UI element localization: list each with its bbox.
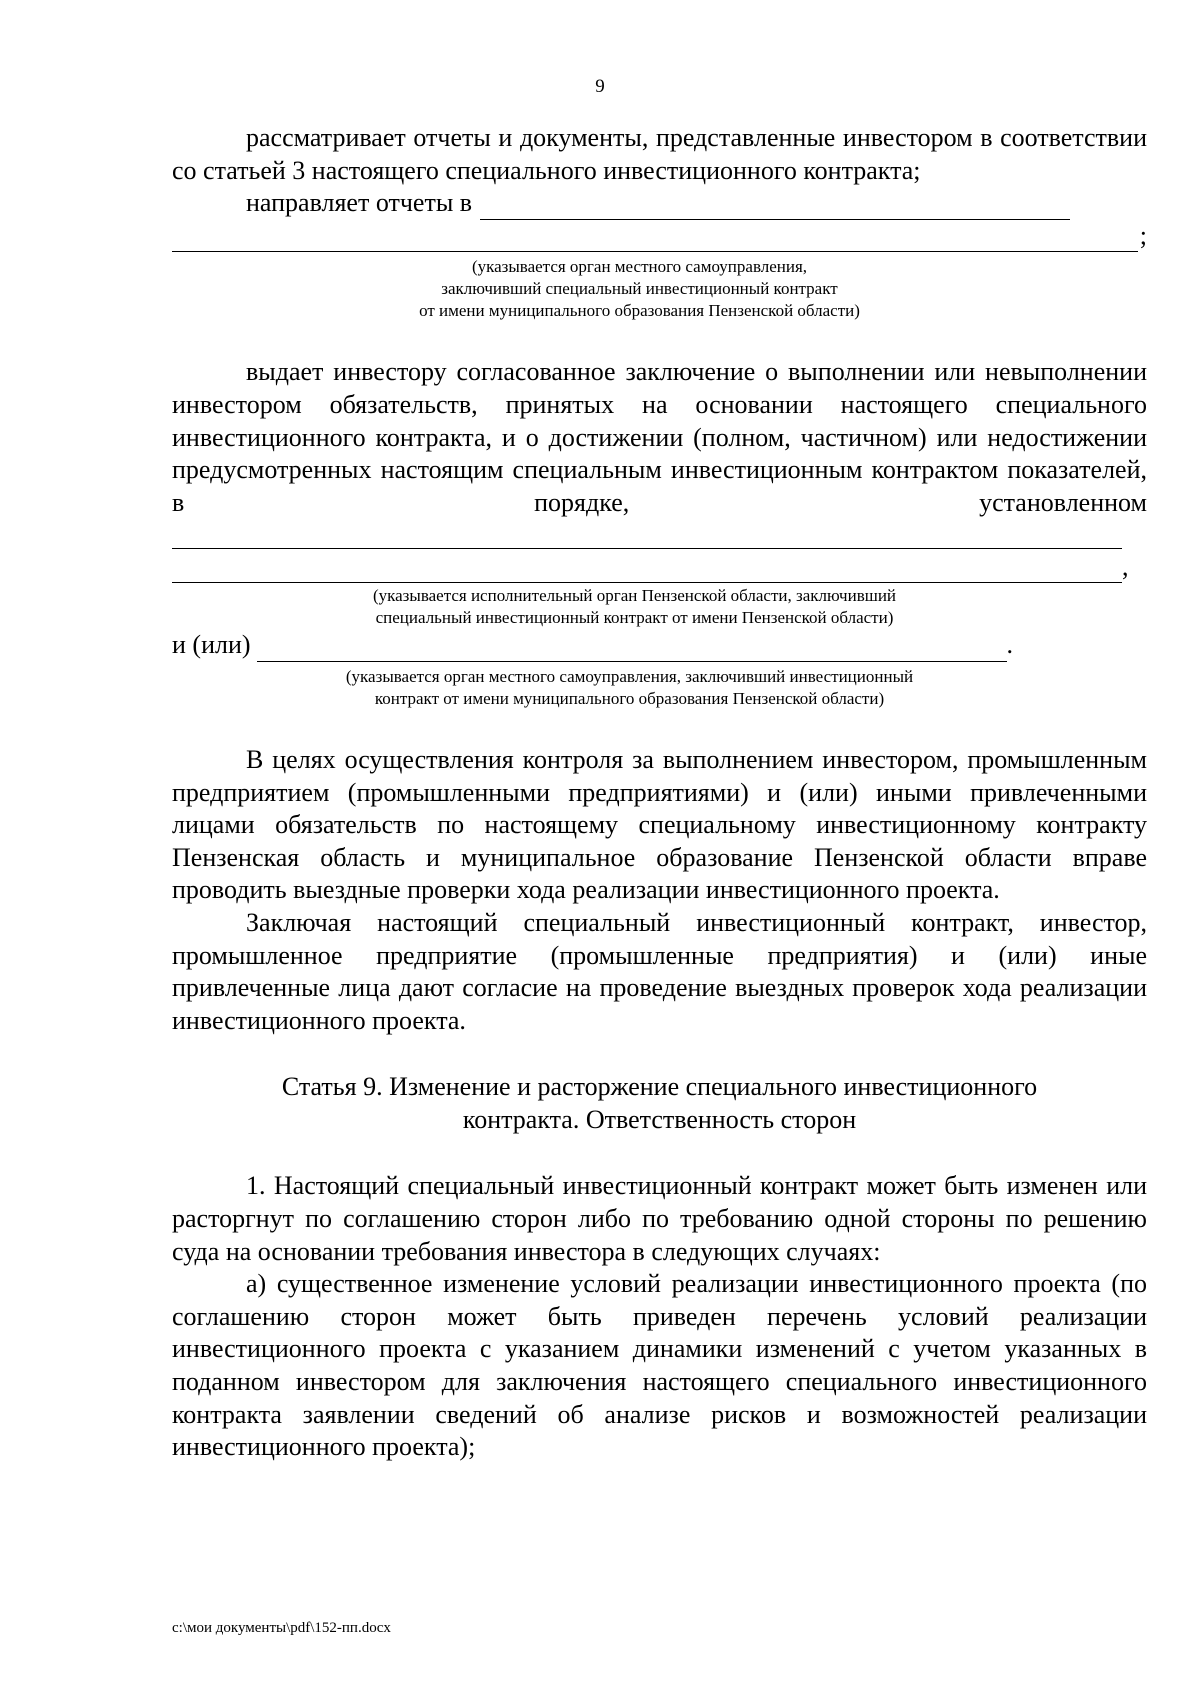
paragraph-control: В целях осуществления контроля за выполнением инвестором, промышленным предприятием (промышленными предприятиями) и (или) иными привлеченными лицами обязательств по настоящему специальному инвестиционному контракту Пензенская область и муниципальное образование Пензенской области вправе проводить выездные проверки хода реализации инвестиционного проекта. [172, 744, 1147, 905]
paragraph-reviews: рассматривает отчеты и документы, представленные инвестором в соответствии со статьей 3 настоящего специального инвестиционного контракта; [172, 123, 1147, 185]
line-end-comma: , [1122, 551, 1129, 581]
blank-line [172, 556, 1122, 583]
item-a: а) существенное изменение условий реализации инвестиционного проекта (по соглашению сторон может быть приведен перечень условий реализации инвестиционного проекта с указанием динамики изменений с учетом указанных в поданном инвестором для заключения настоящего специального инвестиционного контракта заявлении сведений об анализе рисков и возможностей реализации инвестиционного проекта); [172, 1269, 1147, 1462]
note-executive-body [147, 585, 1122, 629]
send-reports-end: ; [1139, 220, 1147, 250]
document-body [172, 122, 1147, 1464]
blank-line [257, 635, 1007, 662]
blank-line [480, 193, 1070, 220]
page-number: 9 [595, 76, 605, 97]
article-title [172, 1071, 1147, 1136]
article-title-line: Статья 9. Изменение и расторжение специального инвестиционного [281, 1072, 1038, 1102]
note-line: от имени муниципального образования Пензенской области) [419, 301, 860, 321]
blank-line-row [172, 519, 1147, 549]
send-reports-line [172, 187, 1147, 220]
footer-file-path: c:\мои документы\pdf\152-пп.docx [172, 1620, 391, 1636]
paragraph-consent: Заключая настоящий специальный инвестиционный контракт, инвестор, промышленное предприятие (промышленные предприятия) и (или) иные привлеченные лица дают согласие на проведение выездных проверок хода реализации инвестиционного проекта. [172, 907, 1147, 1035]
article-title-line: контракта. Ответственность сторон [462, 1104, 857, 1134]
note-line: контракт от имени муниципального образования Пензенской области) [374, 688, 885, 708]
note-line: заключивший специальный инвестиционный контракт [441, 279, 838, 299]
and-or-line [172, 629, 1147, 662]
blank-line [172, 522, 1122, 549]
item-1: 1. Настоящий специальный инвестиционный контракт может быть изменен или расторгнут по соглашению сторон либо по требованию одной стороны по решению суда на основании требования инвестора в следующих случаях: [172, 1171, 1147, 1266]
note-line: (указывается орган местного самоуправления, заключивший инвестиционный [345, 666, 914, 686]
note-line: специальный инвестиционный контракт от имени Пензенской области) [375, 608, 894, 628]
paragraph-issues: выдает инвестору согласованное заключение о выполнении или невыполнении инвестором обязательств, принятых на основании настоящего специального инвестиционного контракта, и о достижении (полном, частичном) или недостижении предусмотренных настоящим специальным инвестиционным контрактом показателей, в порядке, установленном [172, 357, 1147, 517]
blank-line-row-comma [172, 549, 1147, 583]
blank-line [172, 225, 1138, 252]
and-or-end: . [1006, 630, 1014, 660]
note-local-government [152, 256, 1127, 322]
note-line: (указывается орган местного самоуправления, [471, 257, 808, 277]
and-or-lead: и (или) [172, 630, 251, 660]
send-reports-lead: направляет отчеты в [246, 188, 473, 218]
note-local-government-2 [142, 666, 1117, 710]
note-line: (указывается исполнительный орган Пензенской области, заключивший [372, 586, 897, 606]
send-reports-line-2 [172, 220, 1147, 253]
